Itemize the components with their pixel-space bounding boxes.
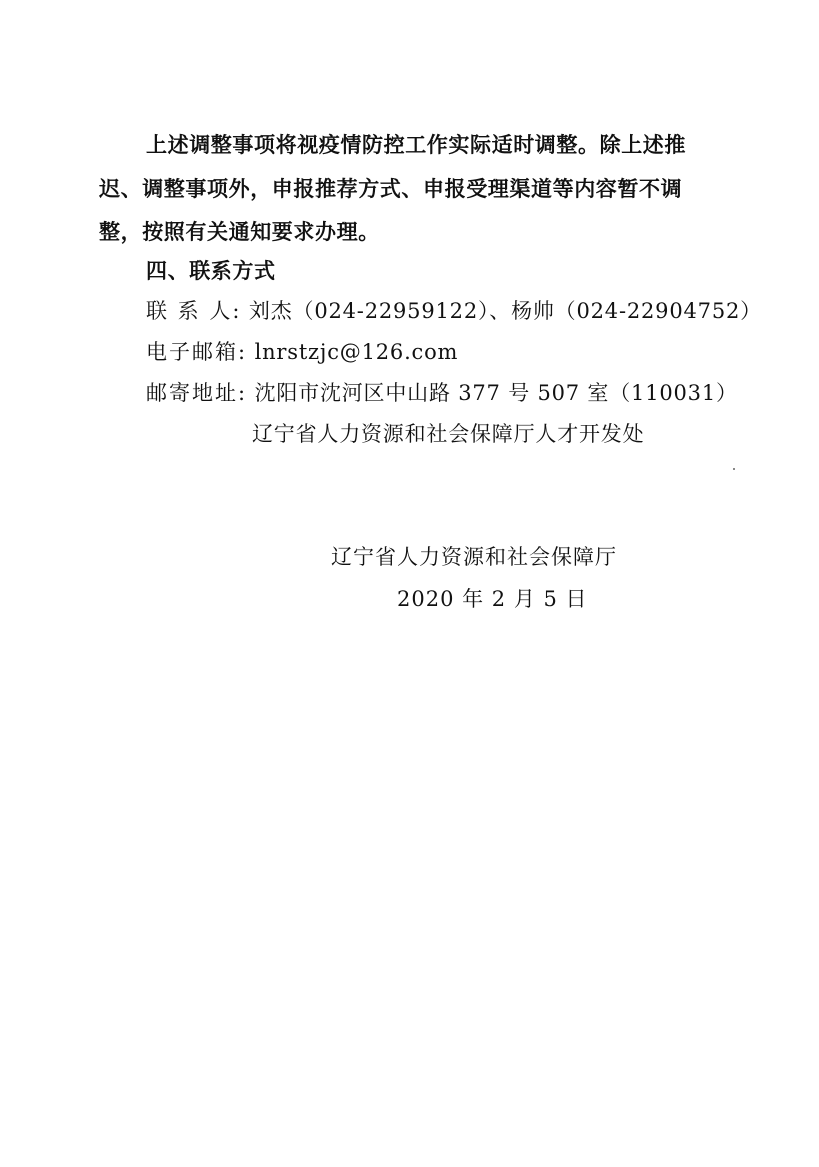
contact-email-label: 电子邮箱: xyxy=(146,340,248,364)
contact-address-row xyxy=(146,379,738,407)
contact-address-label: 邮寄地址: xyxy=(146,381,248,405)
contact-person-label: 联 系 人: xyxy=(146,299,242,323)
contact-email-value: lnrstzjc@126.com xyxy=(254,340,459,364)
scan-speck xyxy=(733,468,735,470)
contact-person-value: 刘杰（024-22959122）、杨帅（024-22904752） xyxy=(248,299,762,323)
paragraph-line-2: 迟、调整事项外，申报推荐方式、申报受理渠道等内容暂不调 xyxy=(99,177,683,201)
contact-address-value: 沈阳市沈河区中山路 377 号 507 室（110031） xyxy=(254,381,738,405)
paragraph-line-1: 上述调整事项将视疫情防控工作实际适时调整。除上述推 xyxy=(146,133,686,157)
contact-address-value-line-2: 辽宁省人力资源和社会保障厅人才开发处 xyxy=(252,422,645,446)
signature-organization: 辽宁省人力资源和社会保障厅 xyxy=(331,545,617,569)
contact-email-row xyxy=(146,338,458,366)
contact-person-row xyxy=(146,297,762,325)
section-heading: 四、联系方式 xyxy=(146,259,276,283)
signature-date: 2020 年 2 月 5 日 xyxy=(397,587,588,611)
paragraph-line-3: 整，按照有关通知要求办理。 xyxy=(99,220,380,244)
